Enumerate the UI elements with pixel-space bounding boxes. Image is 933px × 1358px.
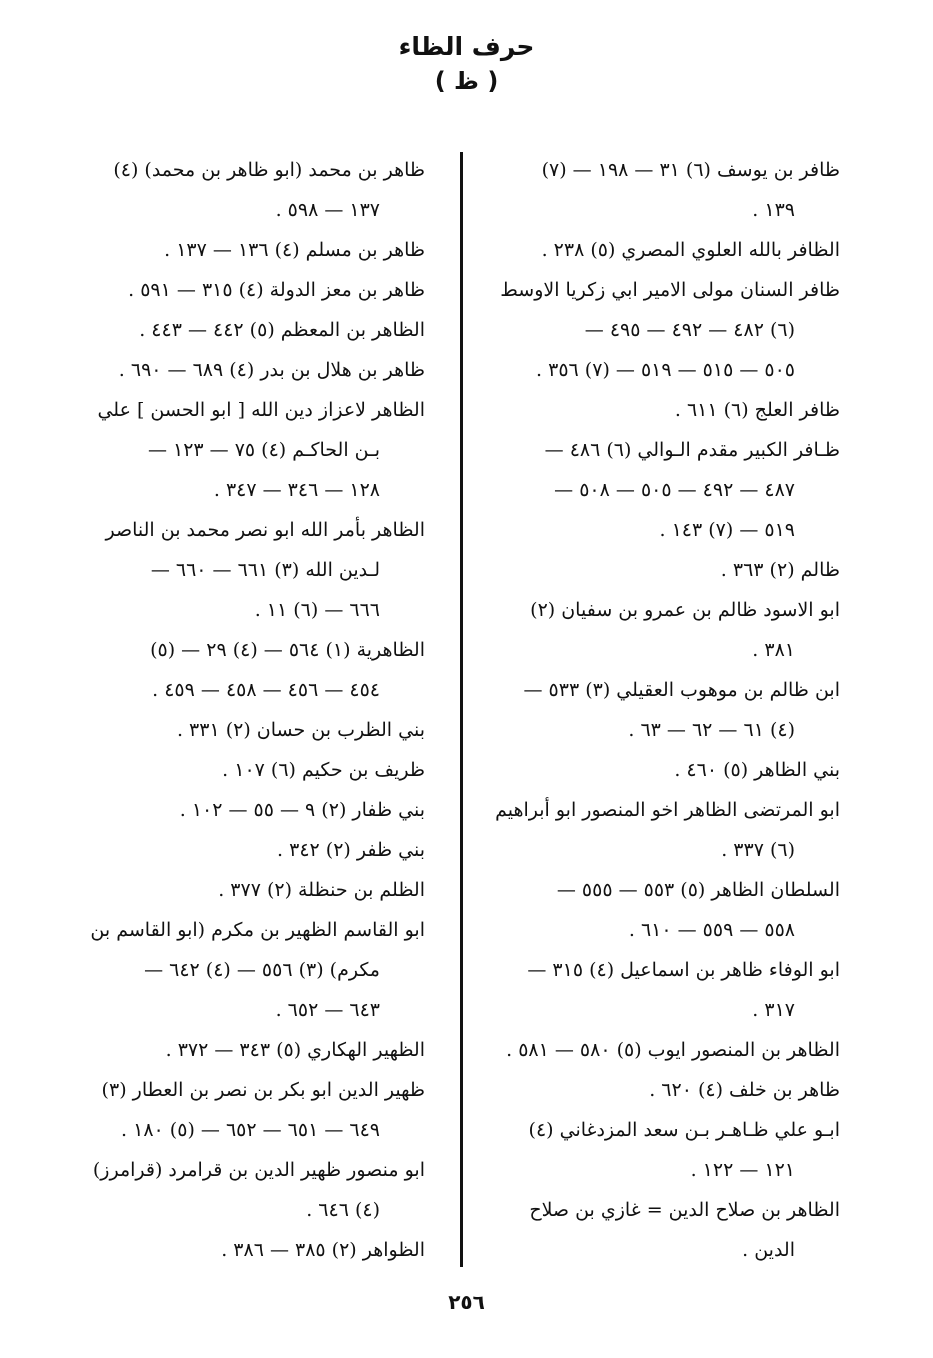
index-entry: الظلم بن حنظلة (٢) ٣٧٧ . — [218, 879, 425, 901]
index-entry: ظاهر بن محمد (ابو ظاهر بن محمد) (٤) — [113, 159, 425, 181]
index-entry: ابو الوفاء ظاهر بن اسماعيل (٤) ٣١٥ — — [527, 959, 840, 981]
index-entry: بـن الحاكـم (٤) ٧٥ — ١٢٣ — — [147, 439, 380, 461]
index-entry: ظـافر الكبير مقدم الـوالي (٦) ٤٨٦ — — [544, 439, 840, 461]
index-entry: ٤٨٧ — ٤٩٢ — ٥٠٥ — ٥٠٨ — — [554, 479, 795, 501]
index-entry: ٣٨١ . — [752, 639, 795, 661]
index-entry: ظافر السنان مولى الامير ابي زكريا الاوسط — [500, 279, 840, 301]
index-entry: بني الظرب بن حسان (٢) ٣٣١ . — [176, 719, 425, 741]
index-entry: ١٣٧ — ٥٩٨ . — [275, 199, 380, 221]
index-entry: ٦٦٦ — (٦) ١١ . — [254, 599, 380, 621]
index-entry: (٦) ٣٣٧ . — [721, 839, 795, 861]
index-entry: الظاهر بأمر الله ابو نصر محمد بن الناصر — [105, 519, 425, 541]
index-entry: (٤) ٦٤٦ . — [306, 1199, 380, 1221]
index-entry: ٤٥٤ — ٤٥٦ — ٤٥٨ — ٤٥٩ . — [152, 679, 380, 701]
index-entry: ٥٠٥ — ٥١٥ — ٥١٩ — (٧) ٣٥٦ . — [536, 359, 795, 381]
index-entry: ابو الاسود ظالم بن عمرو بن سفيان (٢) — [530, 599, 840, 621]
index-entry: الظافر بالله العلوي المصري (٥) ٢٣٨ . — [541, 239, 840, 261]
index-entry: ابن ظالم بن موهوب العقيلي (٣) ٥٣٣ — — [523, 679, 840, 701]
index-entry: ٣١٧ . — [752, 999, 795, 1021]
index-column-left — [70, 150, 425, 1270]
index-entry: السلطان الظاهر (٥) ٥٥٣ — ٥٥٥ — — [556, 879, 840, 901]
index-entry: الدين . — [742, 1239, 795, 1261]
index-entry: ظالم (٢) ٣٦٣ . — [720, 559, 840, 581]
index-entry: ظاهر بن هلال بن بدر (٤) ٦٨٩ — ٦٩٠ . — [118, 359, 425, 381]
index-entry: الظواهر (٢) ٣٨٥ — ٣٨٦ . — [221, 1239, 425, 1261]
index-entry: ١٢٨ — ٣٤٦ — ٣٤٧ . — [213, 479, 380, 501]
index-entry: بني ظفار (٢) ٩ — ٥٥ — ١٠٢ . — [179, 799, 425, 821]
index-entry: ظاهر بن معز الدولة (٤) ٣١٥ — ٥٩١ . — [128, 279, 425, 301]
index-entry: لـدين الله (٣) ٦٦١ — ٦٦٠ — — [150, 559, 380, 581]
page-title: حرف الظاء — [398, 32, 535, 61]
index-entry: ١٢١ — ١٢٢ . — [690, 1159, 795, 1181]
index-entry: ابو منصور ظهير الدين بن قرامرد (قرامرز) — [92, 1159, 425, 1181]
index-entry: الظاهر لاعزاز دين الله [ ابو الحسن ] علي — [97, 399, 425, 421]
index-entry: الظاهر بن صلاح الدين = غازي بن صلاح — [529, 1199, 840, 1221]
index-entry: ظافر بن يوسف (٦) ٣١ — ١٩٨ — (٧) — [541, 159, 840, 181]
column-divider — [460, 152, 463, 1267]
page-subtitle: ( ظ ) — [434, 67, 499, 95]
page-header — [0, 30, 933, 98]
index-entry: مكرم) (٣) ٥٥٦ — (٤) ٦٤٢ — — [144, 959, 380, 981]
index-entry: (٤) ٦١ — ٦٢ — ٦٣ . — [628, 719, 795, 741]
index-entry: (٦) ٤٨٢ — ٤٩٢ — ٤٩٥ — — [584, 319, 795, 341]
index-entry: الظاهر بن المنصور ايوب (٥) ٥٨٠ — ٥٨١ . — [506, 1039, 840, 1061]
index-entry: ٥٥٨ — ٥٥٩ — ٦١٠ . — [628, 919, 795, 941]
index-entry: ظريف بن حكيم (٦) ١٠٧ . — [222, 759, 425, 781]
page-number: ٢٥٦ — [448, 1290, 485, 1314]
index-entry: ظافر العلج (٦) ٦١١ . — [674, 399, 840, 421]
index-entry: ابو المرتضى الظاهر اخو المنصور ابو أبراهيم — [495, 799, 840, 821]
index-entry: ابو القاسم الظهير بن مكرم (ابو القاسم بن — [90, 919, 425, 941]
index-column-right — [478, 150, 840, 1270]
index-entry: بني ظفر (٢) ٣٤٢ . — [277, 839, 425, 861]
index-entry: ظاهر بن خلف (٤) ٦٢٠ . — [649, 1079, 840, 1101]
index-entry: ابـو علي ظـاهـر بـن سعد المزدغاني (٤) — [528, 1119, 840, 1141]
index-entry: الظاهرية (١) ٥٦٤ — (٤) ٢٩ — (٥) — [150, 639, 425, 661]
index-entry: الظاهر بن المعظم (٥) ٤٤٢ — ٤٤٣ . — [139, 319, 425, 341]
index-entry: بني الظاهر (٥) ٤٦٠ . — [674, 759, 840, 781]
index-entry: ١٣٩ . — [752, 199, 795, 221]
index-entry: ٦٤٩ — ٦٥١ — ٦٥٢ — (٥) ١٨٠ . — [121, 1119, 380, 1141]
index-entry: ظاهر بن مسلم (٤) ١٣٦ — ١٣٧ . — [164, 239, 425, 261]
index-entry: ٥١٩ — (٧) ١٤٣ . — [659, 519, 795, 541]
index-entry: الظهير الهكاري (٥) ٣٤٣ — ٣٧٢ . — [165, 1039, 425, 1061]
index-entry: ظهير الدين ابو بكر بن نصر بن العطار (٣) — [101, 1079, 425, 1101]
index-entry: ٦٤٣ — ٦٥٢ . — [275, 999, 380, 1021]
